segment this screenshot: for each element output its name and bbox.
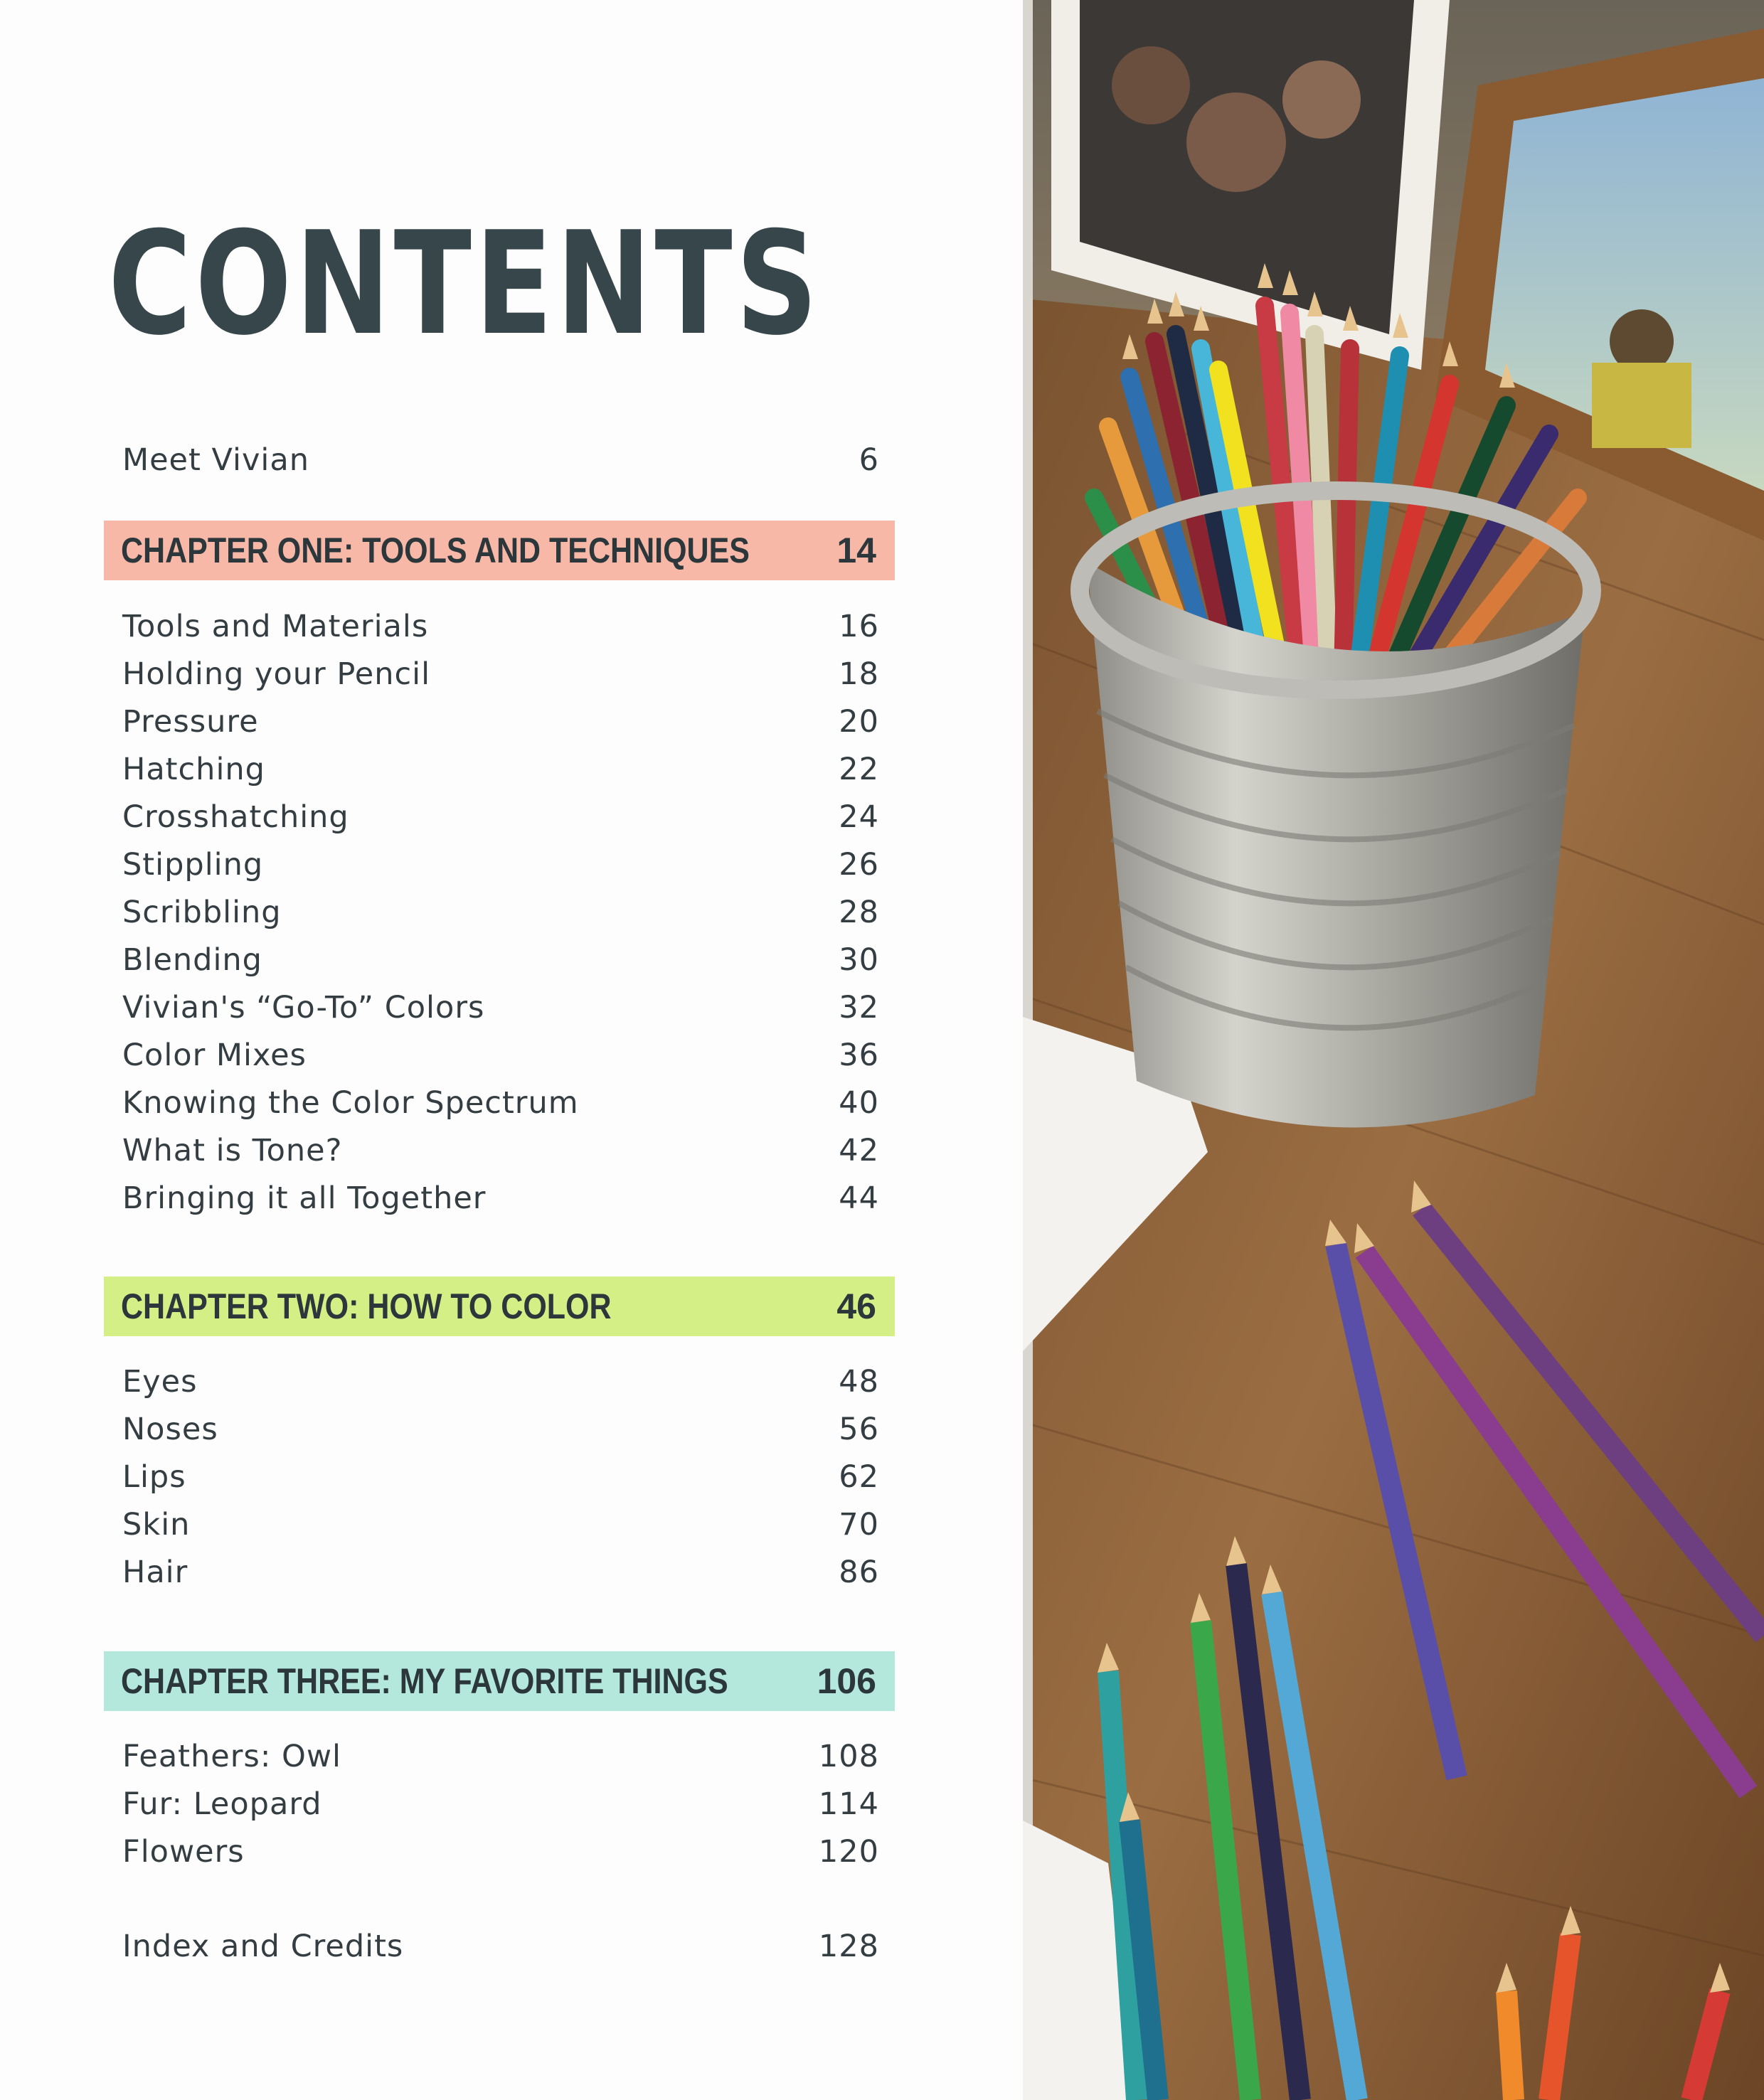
toc-entry-page: 26: [839, 847, 879, 883]
chapter-header-two[interactable]: [104, 1276, 895, 1336]
chapter-title: CHAPTER THREE: MY FAVORITE THINGS: [121, 1661, 728, 1701]
toc-entry[interactable]: [122, 1781, 879, 1828]
toc-entry[interactable]: [122, 1828, 879, 1875]
toc-entry-page: 30: [839, 942, 879, 978]
toc-entry-title: Holding your Pencil: [122, 656, 431, 692]
toc-entry-title: Eyes: [122, 1364, 198, 1400]
toc-entry-title: Fur: Leopard: [122, 1786, 322, 1822]
toc-entry[interactable]: [122, 1175, 879, 1222]
toc-entry-page: 86: [839, 1555, 879, 1590]
toc-entry-title: Crosshatching: [122, 799, 349, 835]
toc-entry-title: Skin: [122, 1507, 191, 1542]
toc-entry[interactable]: [122, 1733, 879, 1780]
toc-entry-title: Vivian's “Go-To” Colors: [122, 990, 485, 1025]
toc-entry[interactable]: [122, 841, 879, 888]
toc-entry-title: Blending: [122, 942, 262, 978]
toc-entry-page: 70: [839, 1507, 879, 1542]
toc-entry-title: Tools and Materials: [122, 609, 429, 644]
toc-entry-title: Noses: [122, 1412, 218, 1447]
toc-entry-page: 128: [818, 1929, 879, 1964]
toc-entry-title: Feathers: Owl: [122, 1739, 341, 1774]
toc-entry[interactable]: [122, 794, 879, 841]
toc-entry-intro[interactable]: [122, 437, 879, 484]
colored-pencils-photo-icon: [1023, 0, 1764, 2100]
toc-entry[interactable]: [122, 1127, 879, 1174]
toc-entry[interactable]: [122, 1032, 879, 1079]
toc-entry[interactable]: [122, 1358, 879, 1405]
toc-entry-title: Stippling: [122, 847, 264, 883]
toc-entry-page: 114: [818, 1786, 879, 1822]
toc-entry-title: Meet Vivian: [122, 442, 309, 478]
toc-entry[interactable]: [122, 746, 879, 793]
chapter-title: CHAPTER TWO: HOW TO COLOR: [121, 1286, 612, 1326]
toc-entry-title: Flowers: [122, 1834, 245, 1870]
toc-entry-page: 18: [839, 656, 879, 692]
toc-entry-page: 16: [839, 609, 879, 644]
chapter-page: 106: [817, 1661, 876, 1701]
toc-entry[interactable]: [122, 984, 879, 1031]
chapter-title: CHAPTER ONE: TOOLS AND TECHNIQUES: [121, 531, 750, 570]
toc-entry-page: 48: [839, 1364, 879, 1400]
chapter-header-one[interactable]: [104, 521, 895, 580]
toc-entry[interactable]: [122, 1454, 879, 1501]
toc-entry-page: 6: [859, 442, 879, 478]
chapter-page: 46: [836, 1286, 876, 1326]
toc-entry-page: 120: [818, 1834, 879, 1870]
toc-entry[interactable]: [122, 1080, 879, 1126]
chapter-header-three[interactable]: [104, 1651, 895, 1711]
toc-entry-page: 20: [839, 704, 879, 740]
toc-entry-page: 40: [839, 1085, 879, 1121]
toc-entry-page: 56: [839, 1412, 879, 1447]
toc-entry[interactable]: [122, 889, 879, 936]
toc-entry[interactable]: [122, 651, 879, 698]
toc-entry[interactable]: [122, 1406, 879, 1453]
toc-entry-page: 36: [839, 1038, 879, 1073]
toc-entry-title: Lips: [122, 1459, 186, 1495]
toc-entry-title: Hatching: [122, 752, 265, 787]
toc-entry-page: 22: [839, 752, 879, 787]
toc-entry-page: 44: [839, 1180, 879, 1216]
toc-entry-title: Knowing the Color Spectrum: [122, 1085, 579, 1121]
toc-entry[interactable]: [122, 1549, 879, 1596]
toc-entry-title: Pressure: [122, 704, 259, 740]
toc-entry-title: What is Tone?: [122, 1133, 343, 1168]
colored-pencils-photo: [1023, 0, 1764, 2100]
toc-entry-title: Bringing it all Together: [122, 1180, 487, 1216]
toc-entry[interactable]: [122, 603, 879, 650]
toc-entry[interactable]: [122, 1501, 879, 1548]
toc-entry-page: 32: [839, 990, 879, 1025]
page-title: CONTENTS: [108, 201, 822, 367]
toc-entry-closing[interactable]: [122, 1923, 879, 1970]
toc-entry-title: Color Mixes: [122, 1038, 307, 1073]
toc-entry[interactable]: [122, 698, 879, 745]
toc-entry-title: Hair: [122, 1555, 188, 1590]
toc-entry-title: Index and Credits: [122, 1929, 404, 1964]
toc-entry-page: 28: [839, 895, 879, 930]
chapter-page: 14: [836, 531, 876, 570]
toc-entry-page: 42: [839, 1133, 879, 1168]
toc-entry-page: 24: [839, 799, 879, 835]
toc-entry-page: 62: [839, 1459, 879, 1495]
toc-entry-title: Scribbling: [122, 895, 282, 930]
toc-entry[interactable]: [122, 937, 879, 984]
toc-entry-page: 108: [818, 1739, 879, 1774]
